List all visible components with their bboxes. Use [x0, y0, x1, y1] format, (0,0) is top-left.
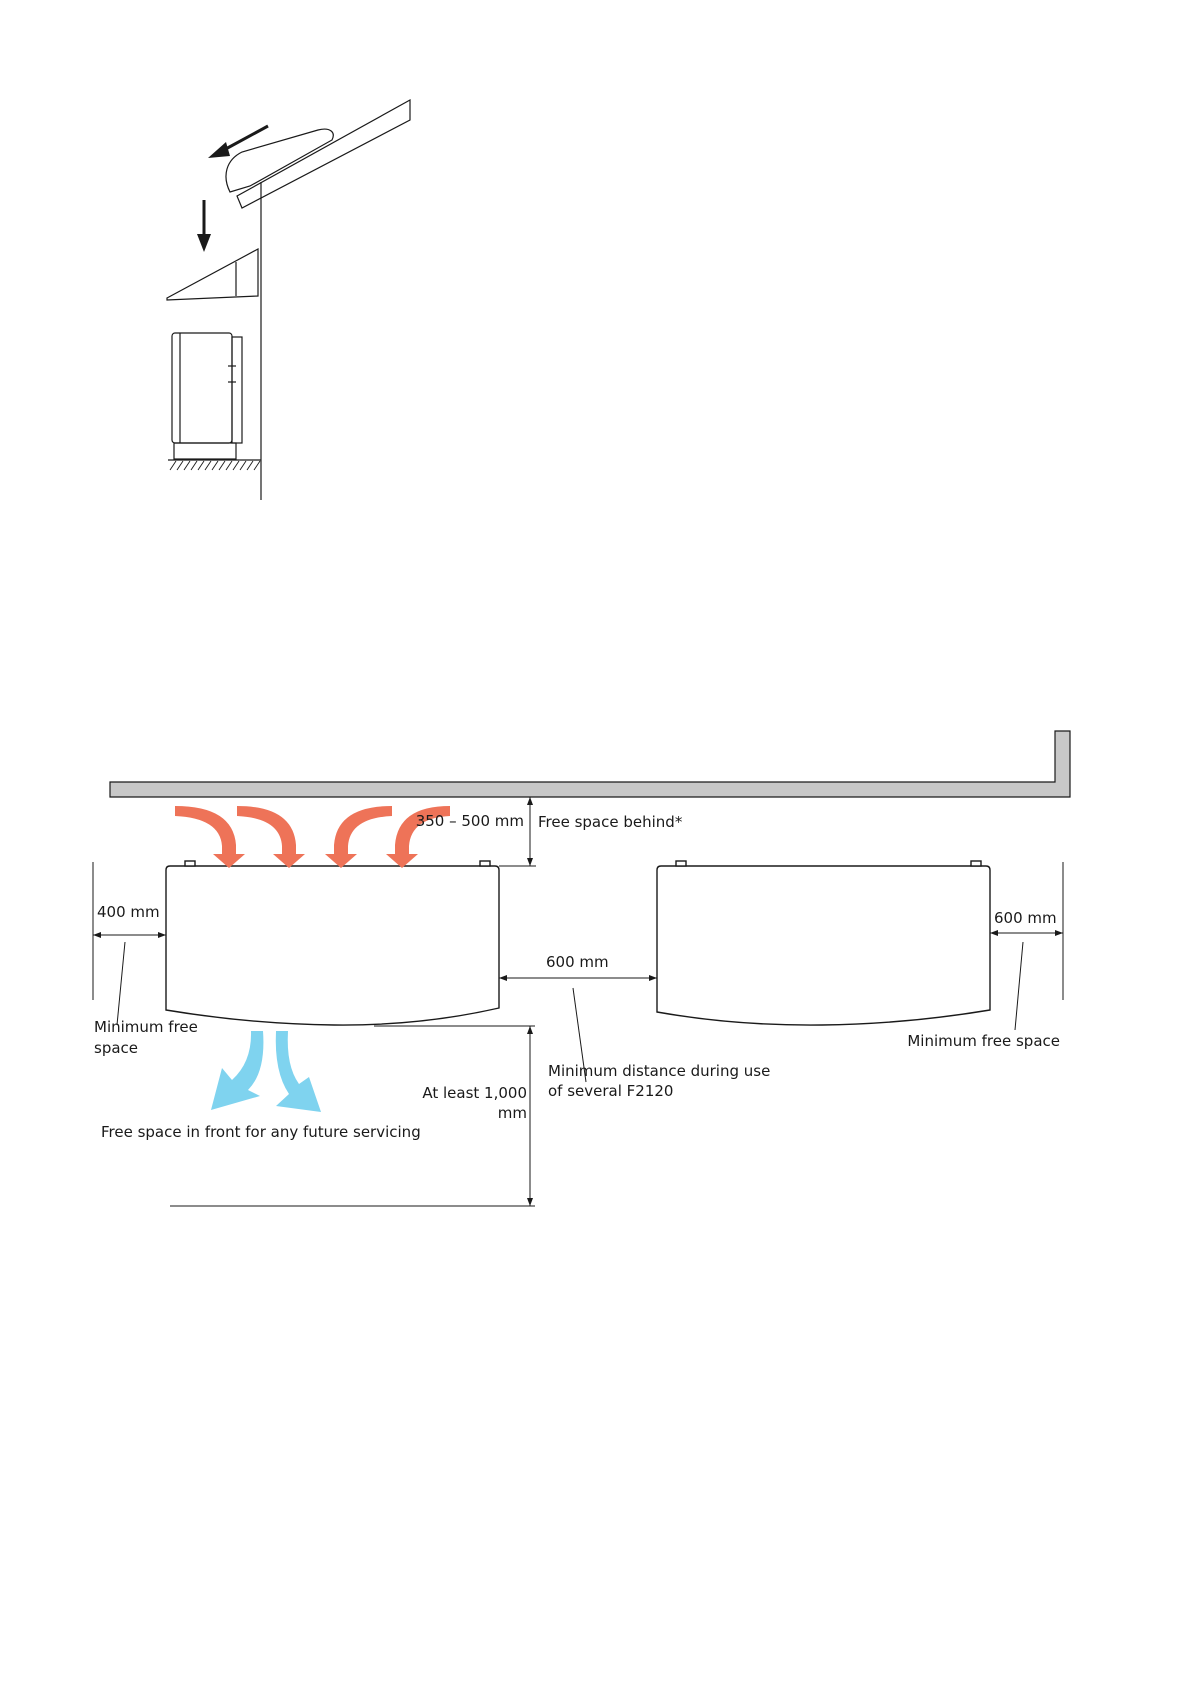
cold-air-arrow-icon — [276, 1031, 321, 1112]
house-wall-plan — [110, 731, 1070, 797]
between-caption-line1: Minimum distance during use — [548, 1062, 771, 1080]
between-distance-label: 600 mm — [546, 953, 609, 971]
left-distance-label: 400 mm — [97, 903, 160, 921]
behind-distance-label: 350 – 500 mm — [415, 812, 524, 830]
between-caption-line2: of several F2120 — [548, 1082, 674, 1100]
heat-pump-unit-left — [166, 861, 499, 1025]
cold-air-outflow-arrows — [211, 1031, 321, 1112]
left-caption-line2: space — [94, 1039, 139, 1057]
front-distance-line2: mm — [497, 1104, 527, 1122]
heat-pump-unit-right — [657, 861, 990, 1025]
cold-air-arrow-icon — [211, 1031, 263, 1110]
warm-air-arrow-icon — [175, 806, 245, 868]
behind-caption-label: Free space behind* — [538, 813, 683, 831]
front-distance-line1: At least 1,000 — [422, 1084, 527, 1102]
right-caption-label: Minimum free space — [907, 1032, 1060, 1050]
front-caption-label: Free space in front for any future servicing — [101, 1123, 421, 1141]
right-distance-label: 600 mm — [994, 909, 1057, 927]
warm-air-arrow-icon — [237, 806, 305, 868]
left-caption-line1: Minimum free — [94, 1018, 198, 1036]
warm-air-arrow-icon — [325, 806, 392, 868]
